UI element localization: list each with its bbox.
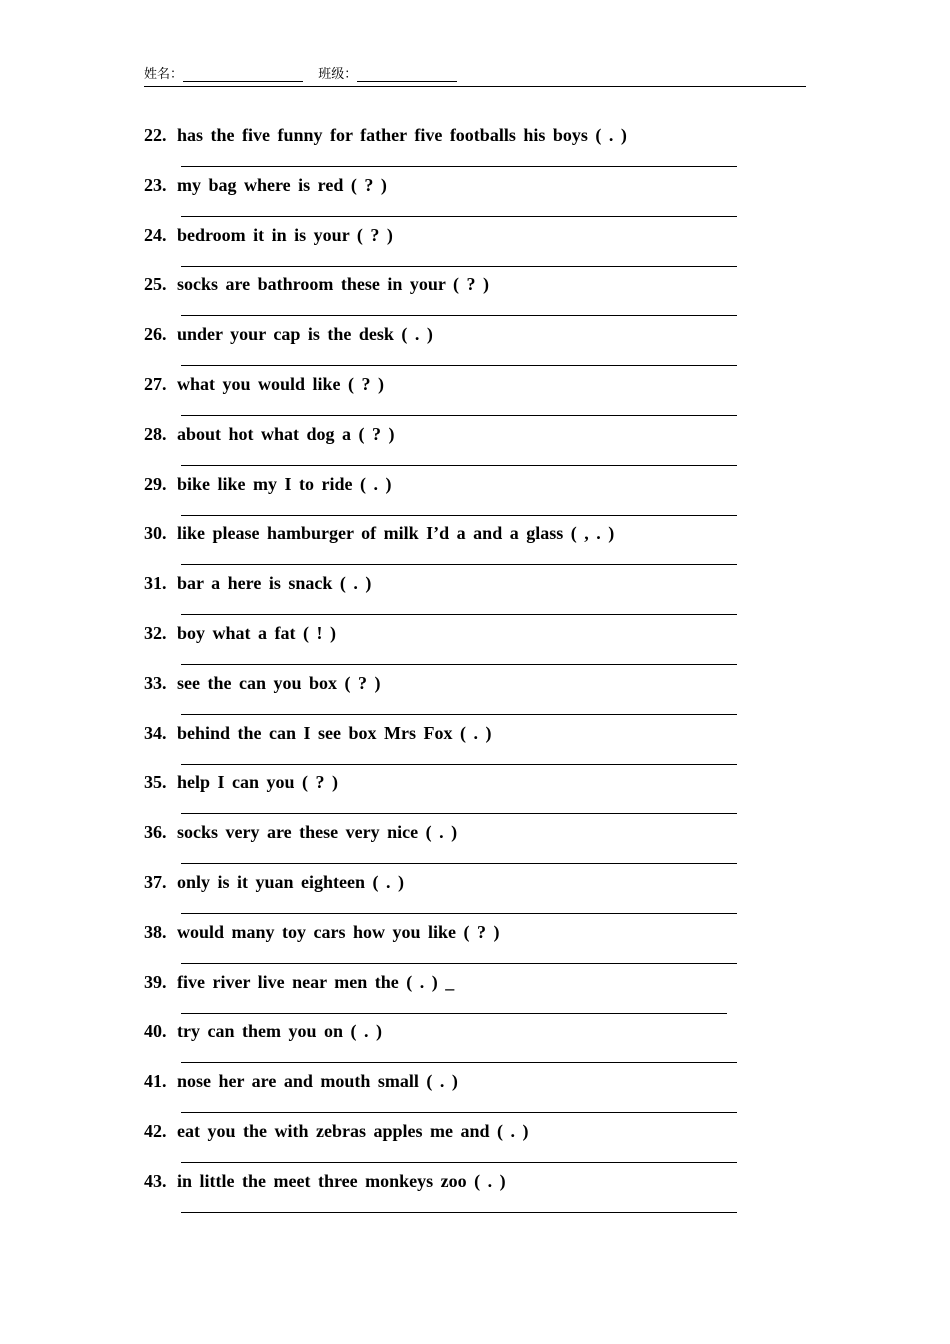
- question-number: 37.: [144, 871, 167, 892]
- question-text: [144, 1071, 458, 1092]
- question-item: [144, 121, 804, 171]
- question-words: try can them you on ( . ): [177, 1021, 382, 1042]
- class-blank[interactable]: [357, 64, 457, 82]
- answer-line[interactable]: [181, 1013, 727, 1014]
- question-text: [144, 872, 404, 893]
- answer-line[interactable]: [181, 1112, 737, 1113]
- question-words: bike like my I to ride ( . ): [177, 473, 392, 494]
- answer-line[interactable]: [181, 963, 737, 964]
- question-number: 42.: [144, 1120, 167, 1141]
- answer-line[interactable]: [181, 315, 737, 316]
- question-item: [144, 270, 804, 320]
- answer-line[interactable]: [181, 166, 737, 167]
- question-words: bedroom it in is your ( ? ): [177, 224, 393, 245]
- question-words: about hot what dog a ( ? ): [177, 423, 395, 444]
- question-text: [144, 772, 338, 793]
- answer-line[interactable]: [181, 614, 737, 615]
- question-number: 29.: [144, 473, 167, 494]
- question-text: [144, 822, 457, 843]
- question-words: would many toy cars how you like ( ? ): [177, 921, 500, 942]
- question-words: help I can you ( ? ): [177, 772, 339, 793]
- question-text: [144, 474, 392, 495]
- question-item: [144, 1017, 804, 1067]
- question-words: in little the meet three monkeys zoo ( . ): [177, 1170, 506, 1191]
- question-text: [144, 723, 492, 744]
- question-item: [144, 569, 804, 619]
- answer-line[interactable]: [181, 365, 737, 366]
- worksheet-header: [144, 62, 806, 87]
- question-text: [144, 175, 387, 196]
- question-text: [144, 225, 393, 246]
- question-item: [144, 519, 804, 569]
- question-words: socks are bathroom these in your ( ? ): [177, 274, 489, 295]
- answer-line[interactable]: [181, 714, 737, 715]
- question-item: [144, 918, 804, 968]
- question-item: [144, 1067, 804, 1117]
- question-item: [144, 669, 804, 719]
- question-item: [144, 470, 804, 520]
- question-number: 35.: [144, 772, 167, 793]
- answer-line[interactable]: [181, 863, 737, 864]
- question-number: 43.: [144, 1170, 167, 1191]
- question-words: eat you the with zebras apples me and ( . ): [177, 1120, 529, 1141]
- question-number: 27.: [144, 373, 167, 394]
- answer-line[interactable]: [181, 1062, 737, 1063]
- question-words: what you would like ( ? ): [177, 373, 385, 394]
- question-item: [144, 619, 804, 669]
- answer-line[interactable]: [181, 465, 737, 466]
- question-item: [144, 420, 804, 470]
- answer-line[interactable]: [181, 664, 737, 665]
- question-number: 38.: [144, 921, 167, 942]
- question-text: [144, 374, 384, 395]
- question-list: [144, 121, 804, 1217]
- question-words: socks very are these very nice ( . ): [177, 822, 458, 843]
- question-number: 32.: [144, 622, 167, 643]
- question-number: 36.: [144, 822, 167, 843]
- question-item: [144, 1167, 804, 1217]
- question-words: bar a here is snack ( . ): [177, 573, 372, 594]
- answer-line[interactable]: [181, 564, 737, 565]
- question-words: has the five funny for father five footballs his boys ( . ): [177, 125, 627, 145]
- answer-line[interactable]: [181, 266, 737, 267]
- question-words: behind the can I see box Mrs Fox ( . ): [177, 722, 492, 743]
- question-number: 30.: [144, 523, 167, 544]
- question-text: [144, 623, 336, 644]
- question-item: [144, 719, 804, 769]
- question-number: 31.: [144, 573, 167, 594]
- answer-line[interactable]: [181, 1212, 737, 1213]
- answer-line[interactable]: [181, 216, 737, 217]
- question-item: [144, 320, 804, 370]
- question-text: [144, 1171, 506, 1192]
- answer-line[interactable]: [181, 813, 737, 814]
- question-text: [144, 1121, 529, 1142]
- question-item: [144, 370, 804, 420]
- question-number: 24.: [144, 224, 167, 245]
- answer-line[interactable]: [181, 415, 737, 416]
- question-number: 25.: [144, 274, 167, 295]
- question-text: [144, 324, 433, 345]
- question-text: [144, 573, 371, 594]
- class-label: 班级：: [318, 66, 358, 81]
- question-words: boy what a fat ( ! ): [177, 622, 336, 643]
- answer-line[interactable]: [181, 1162, 737, 1163]
- question-words: my bag where is red ( ? ): [177, 174, 387, 195]
- question-number: 33.: [144, 672, 167, 693]
- question-item: [144, 1117, 804, 1167]
- question-words: only is it yuan eighteen ( . ): [177, 871, 405, 892]
- question-text: [144, 922, 500, 943]
- question-text: [144, 972, 454, 993]
- question-text: [144, 673, 381, 694]
- question-words: like please hamburger of milk I’d a and a glass ( , . ): [177, 523, 615, 544]
- question-words: under your cap is the desk ( . ): [177, 324, 433, 345]
- question-number: 26.: [144, 324, 167, 345]
- question-number: 23.: [144, 174, 167, 195]
- answer-line[interactable]: [181, 764, 737, 765]
- name-blank[interactable]: [183, 64, 303, 82]
- question-text: [144, 274, 489, 295]
- question-item: [144, 171, 804, 221]
- question-text: [144, 125, 627, 146]
- question-words: nose her are and mouth small ( . ): [177, 1071, 458, 1092]
- question-number: 39.: [144, 971, 167, 992]
- question-text: [144, 523, 614, 544]
- question-number: 34.: [144, 722, 167, 743]
- question-number: 41.: [144, 1071, 167, 1092]
- question-number: 22.: [144, 125, 167, 145]
- question-item: [144, 221, 804, 271]
- answer-line[interactable]: [181, 913, 737, 914]
- question-number: 40.: [144, 1021, 167, 1042]
- question-words: see the can you box ( ? ): [177, 672, 381, 693]
- name-label: 姓名：: [144, 66, 184, 81]
- answer-line[interactable]: [181, 515, 737, 516]
- question-item: [144, 868, 804, 918]
- question-words: five river live near men the ( . ) _: [177, 971, 455, 992]
- question-item: [144, 768, 804, 818]
- question-item: [144, 968, 804, 1018]
- question-number: 28.: [144, 423, 167, 444]
- question-item: [144, 818, 804, 868]
- question-text: [144, 1021, 382, 1042]
- question-text: [144, 424, 395, 445]
